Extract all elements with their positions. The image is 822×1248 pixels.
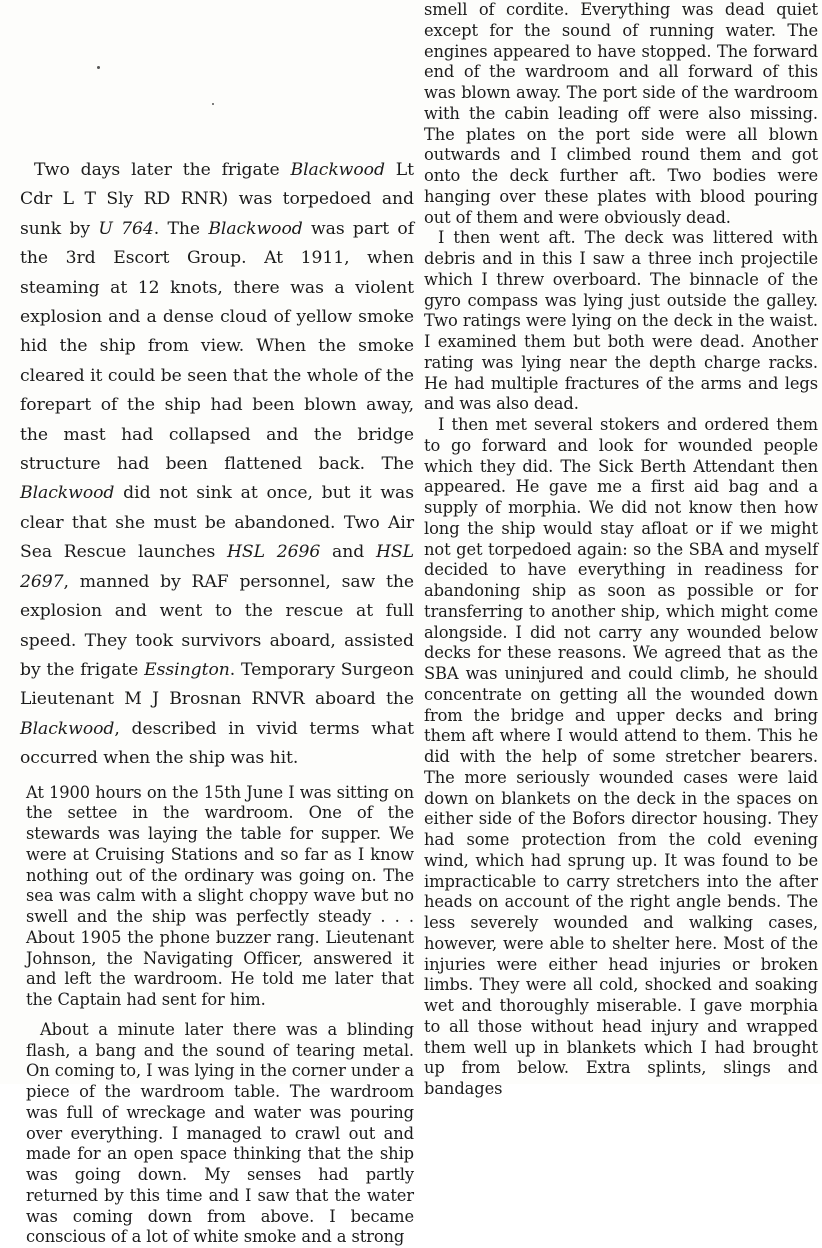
narrative-paragraph — [20, 156, 414, 774]
narrative-text: was part of the 3rd Escort Group. At 1911, when steaming at 12 knots, there was a violent explosion and a dense cloud of yellow smoke hid the ship from view. When the smoke cleared it could be seen that the whole of the forepart of the ship had been blown away, the mast had collapsed and the bridge structure had been flattened back. The — [20, 218, 415, 475]
italic-name: Blackwood — [20, 718, 115, 739]
narrative-text: Two days later the frigate — [34, 160, 291, 180]
italic-name: Blackwood — [290, 160, 385, 180]
quote-paragraph-2: About a minute later there was a blinding flash, a bang and the sound of tearing metal. On coming to, I was lying in the corner under a piece of the wardroom table. The wardroom was full of wreckage and water was pouring over everything. I managed to crawl out and made for an open space thinking that the ship was going down. My senses had partly returned by this time and I saw that the water was coming down from above. I became conscious of a lot of white smoke and a strong — [26, 1019, 414, 1247]
quote-paragraph-4: I then went aft. The deck was littered with debris and in this I saw a three inch projectile which I threw overboard. The binnacle of the gyro compass was lying just outside the galley. Two ratings were lying on the deck in the waist. I examined them but both were dead. Another rating was lying near the depth charge racks. He had multiple fractures of the arms and legs and was also dead. — [424, 228, 818, 414]
narrative-text: , described in vivid terms what occurred when the ship was hit. — [20, 718, 414, 769]
narrative-text: , manned by RAF personnel, saw the explosion and went to the rescue at full speed. They took survivors aboard, assisted by the frigate — [20, 571, 414, 680]
italic-name: Essington — [144, 659, 230, 680]
paper-speck — [212, 103, 214, 105]
narrative-text: Lt Cdr L T Sly RD RNR) was torpedoed and sunk by — [20, 160, 414, 239]
left-column — [20, 156, 414, 1248]
narrative-text: . Temporary Surgeon Lieutenant M J Brosnan RNVR aboard the — [20, 659, 415, 710]
italic-name: Blackwood — [208, 218, 303, 239]
narrative-text: and — [320, 542, 376, 563]
italic-name: HSL 2697 — [20, 542, 414, 592]
narrative-text: did not sink at once, but it was clear that she must be abandoned. Two Air Sea Rescue launches — [20, 483, 414, 563]
italic-name: Blackwood — [20, 483, 115, 504]
italic-name: HSL 2696 — [226, 542, 321, 563]
right-column — [424, 0, 818, 1100]
quote-paragraph-3: smell of cordite. Everything was dead quiet except for the sound of running water. The engines appeared to have stopped. The forward end of the wardroom and all forward of this was blown away. The port side of the wardroom with the cabin leading off were also missing. The plates on the port side were all blown outwards and I climbed round them and got onto the deck further aft. Two bodies were hanging over these plates with blood pouring out of them and were obviously dead. — [424, 0, 818, 227]
quote-paragraph-5: I then met several stokers and ordered them to go forward and look for wounded people which they did. The Sick Berth Attendant then appeared. He gave me a first aid bag and a supply of morphia. We did not know then how long the ship would stay afloat or if we might not get torpedoed again: so the SBA and myself decided to have everything in readiness for abandoning ship as soon as possible or for transferring to another ship, which might come alongside. I did not carry any wounded below decks for these reasons. We agreed that as the SBA was uninjured and could climb, he should concentrate on getting all the wounded down from the bridge and upper decks and bring them aft where I would attend to them. This he did with the help of some stretcher bearers. The more seriously wounded cases were laid down on blankets on the deck in the spaces on either side of the Bofors director housing. They had some protection from the cold evening wind, which had sprung up. It was found to be impracticable to carry stretchers into the after heads on account of the right angle bends. The less severely wounded and walking cases, however, were able to shelter here. Most of the injuries were either head injuries or broken limbs. They were all cold, shocked and soaking wet and thoroughly miserable. I gave morphia to all those without head injury and wrapped them well up in blankets which I had brought up from below. Extra splints, slings and bandages — [424, 415, 818, 1098]
quote-paragraph-1: At 1900 hours on the 15th June I was sitting on the settee in the wardroom. One of the stewards was laying the table for supper. We were at Cruising Stations and so far as I know nothing out of the ordinary was going on. The sea was calm with a slight choppy wave but no swell and the ship was perfectly steady . . . About 1905 the phone buzzer rang. Lieutenant Johnson, the Navigating Officer, answered it and left the wardroom. He told me later that the Captain had sent for him. — [26, 782, 414, 1010]
italic-name: U 764 — [98, 218, 154, 239]
paper-speck — [97, 66, 100, 69]
narrative-text: . The — [153, 218, 209, 239]
